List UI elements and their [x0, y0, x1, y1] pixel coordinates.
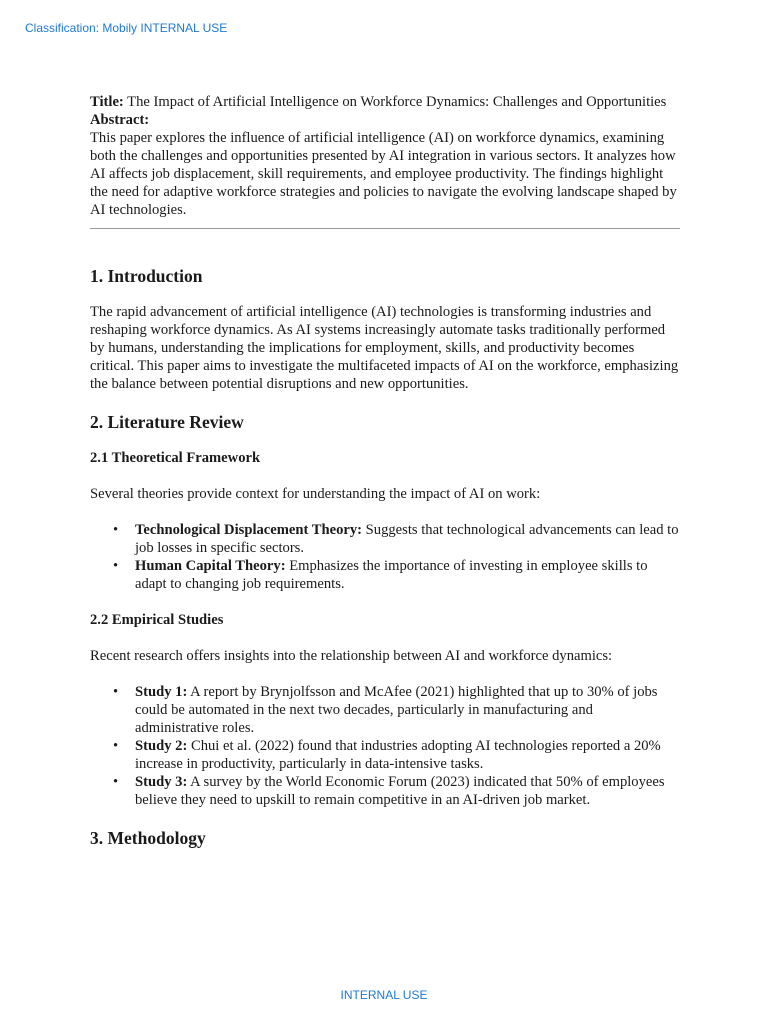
theory-term: Technological Displacement Theory:	[135, 522, 363, 538]
methodology-heading: 3. Methodology	[90, 828, 206, 848]
list-item	[135, 557, 680, 593]
introduction-heading: 1. Introduction	[90, 266, 203, 286]
footer-classification: INTERNAL USE	[340, 988, 428, 1002]
theory-text: Suggests that technological advancements can lead to job losses in specific sectors.	[135, 522, 679, 556]
studies-list	[90, 683, 680, 809]
abstract-label: Abstract:	[90, 112, 150, 128]
study-text: A report by Brynjolfsson and McAfee (2021) highlighted that up to 30% of jobs could be automated in the next two decades, particularly in manufacturing and administrative roles.	[135, 684, 658, 736]
literature-review-heading: 2. Literature Review	[90, 412, 244, 432]
title-label: Title:	[90, 94, 124, 110]
theoretical-framework-heading: 2.1 Theoretical Framework	[90, 450, 261, 466]
list-item	[135, 521, 680, 557]
study-text: Chui et al. (2022) found that industries adopting AI technologies reported a 20% increase in productivity, particularly in data-intensive tasks.	[135, 738, 661, 772]
document-title	[90, 93, 680, 111]
list-item	[135, 773, 680, 809]
list-item	[135, 683, 680, 737]
study-term: Study 2:	[135, 738, 188, 754]
abstract-text: This paper explores the influence of artificial intelligence (AI) on workforce dynamics, examining both the challenges and opportunities presented by AI integration in various sectors. It analyzes how AI affects job displacement, skill requirements, and employee productivity. The findings highlight the need for adaptive workforce strategies and policies to navigate the evolving landscape shaped by AI technologies.	[90, 130, 677, 218]
title-text: The Impact of Artificial Intelligence on Workforce Dynamics: Challenges and Opportunities	[127, 94, 667, 110]
study-term: Study 3:	[135, 774, 188, 790]
theories-list	[90, 521, 680, 593]
introduction-text: The rapid advancement of artificial intelligence (AI) technologies is transforming industries and reshaping workforce dynamics. As AI systems increasingly automate tasks traditionally performed by humans, understanding the implications for employment, skills, and productivity becomes critical. This paper aims to investigate the multifaceted impacts of AI on the workforce, emphasizing the balance between potential disruptions and new opportunities.	[90, 304, 679, 392]
study-text: A survey by the World Economic Forum (2023) indicated that 50% of employees believe they need to upskill to remain competitive in an AI-driven job market.	[135, 774, 665, 808]
study-term: Study 1:	[135, 684, 188, 700]
empirical-studies-intro: Recent research offers insights into the relationship between AI and workforce dynamics:	[90, 648, 613, 664]
theory-text: Emphasizes the importance of investing in employee skills to adapt to changing job requirements.	[135, 558, 648, 592]
list-item	[135, 737, 680, 773]
empirical-studies-heading: 2.2 Empirical Studies	[90, 612, 224, 628]
document-body	[90, 93, 680, 849]
theory-term: Human Capital Theory:	[135, 558, 286, 574]
classification-header: Classification: Mobily INTERNAL USE	[25, 21, 228, 35]
theoretical-framework-intro: Several theories provide context for understanding the impact of AI on work:	[90, 486, 541, 502]
